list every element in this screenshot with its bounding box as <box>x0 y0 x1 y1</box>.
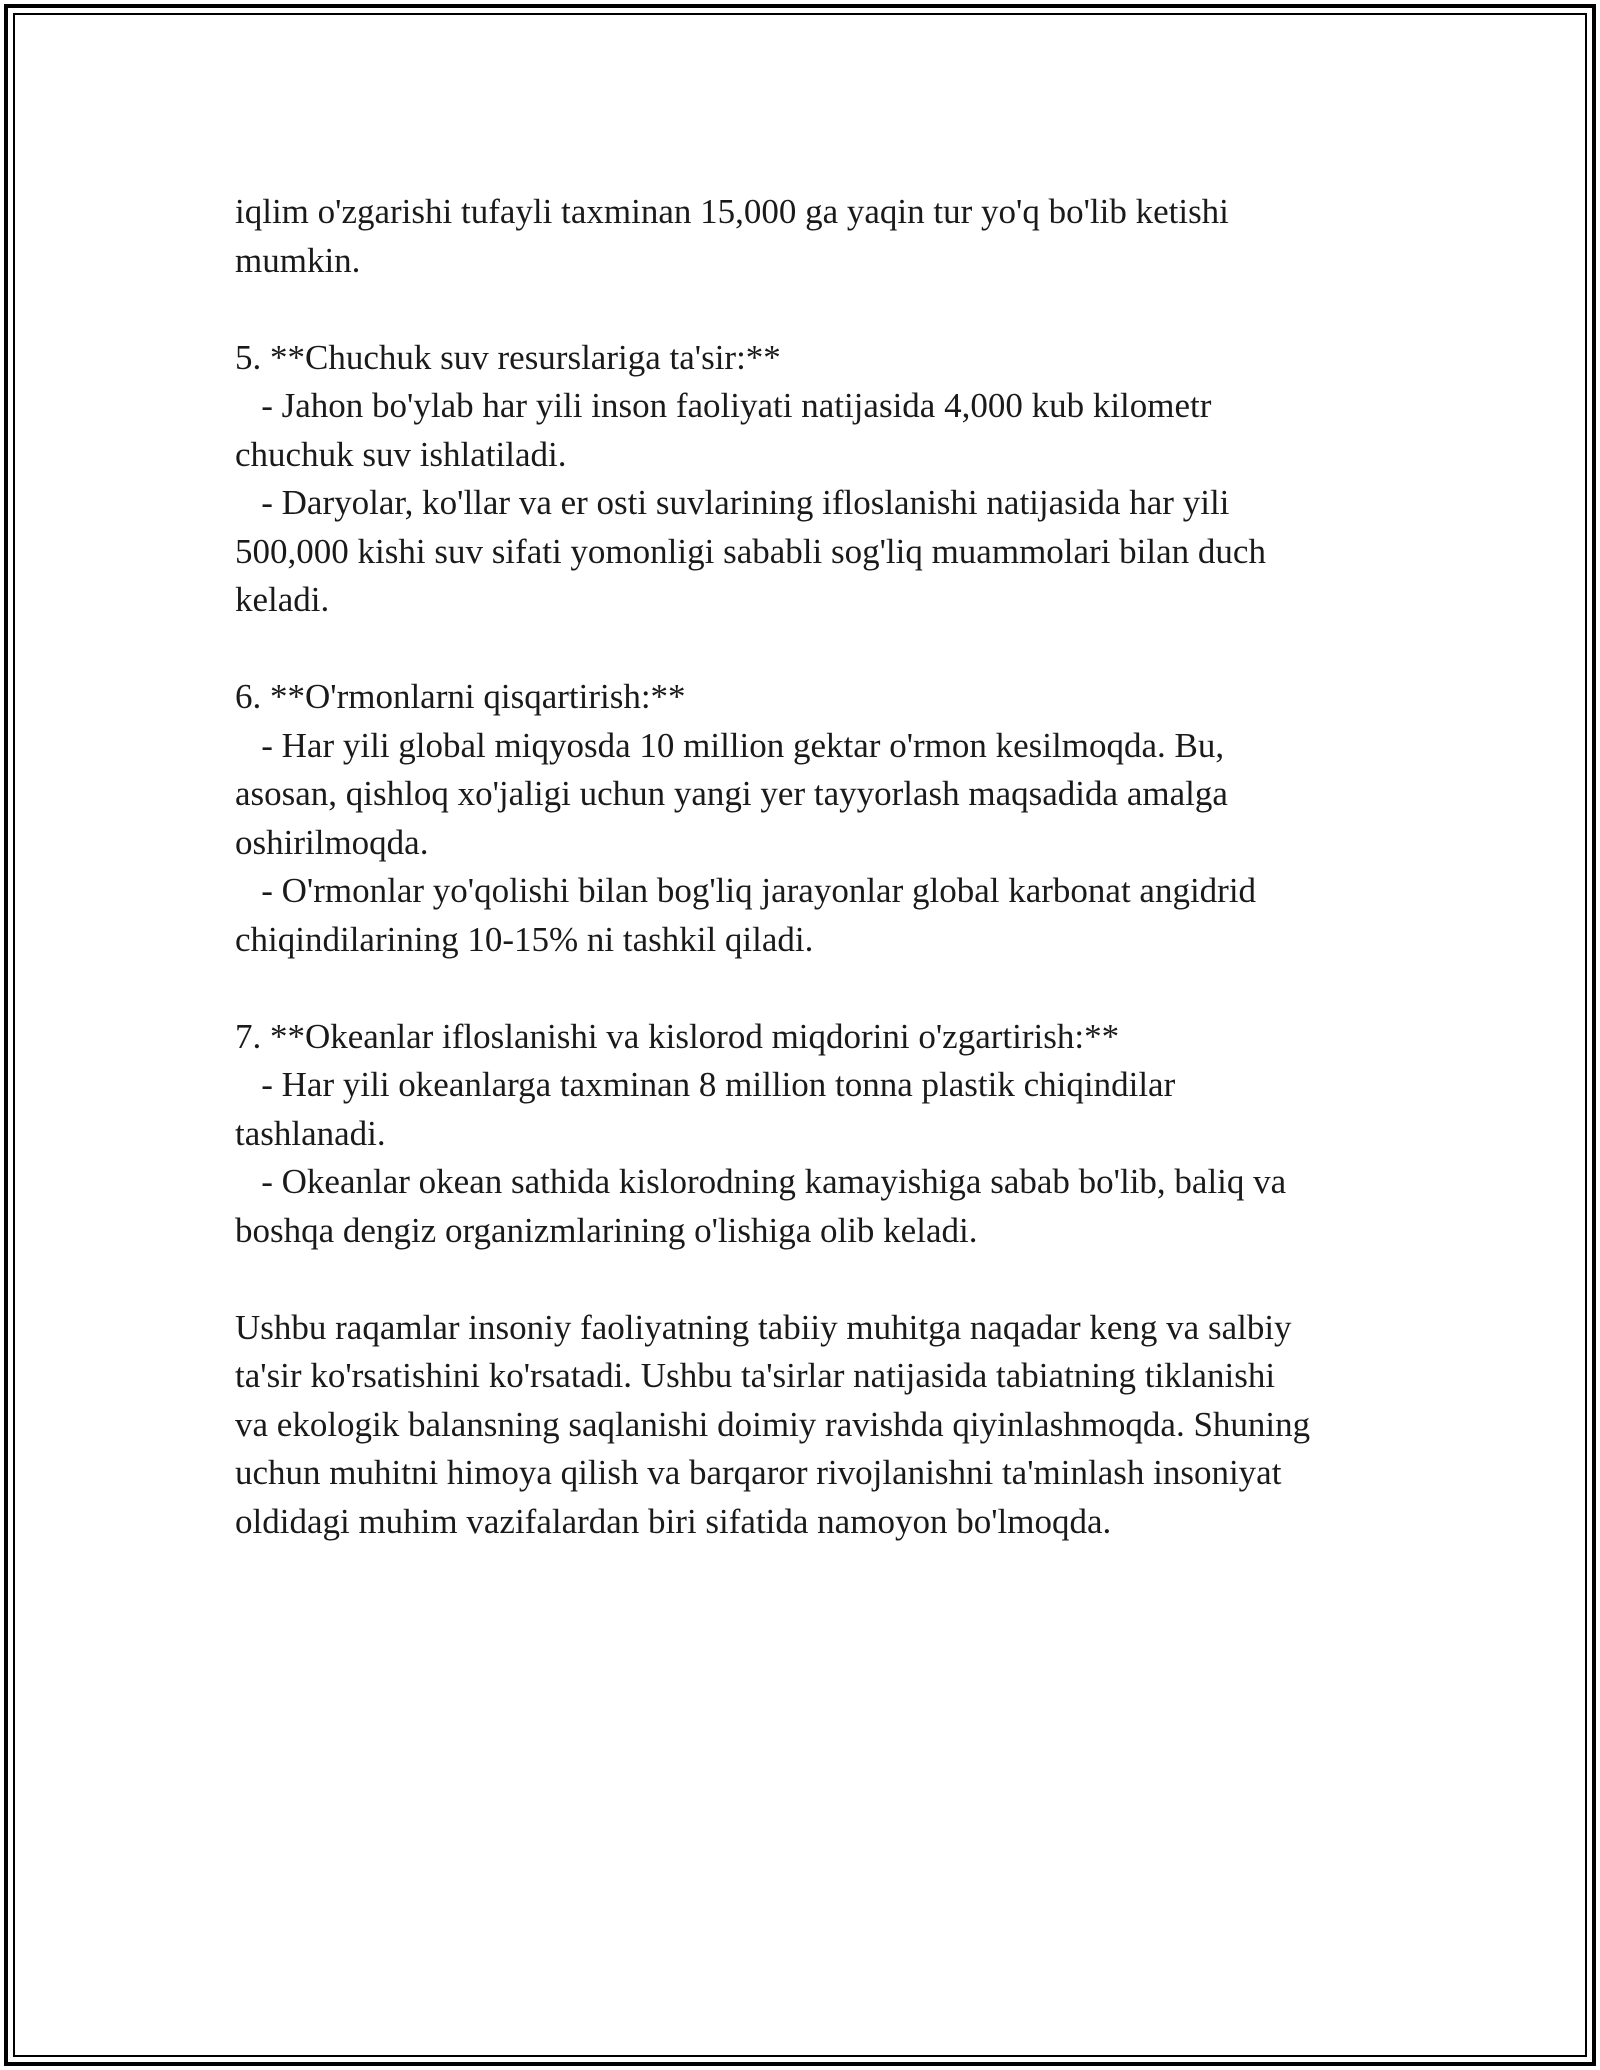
section-heading: 5. **Chuchuk suv resurslariga ta'sir:** <box>235 337 781 377</box>
list-item <box>235 1158 1415 1255</box>
list-item <box>235 722 1415 868</box>
text-line: - Daryolar, ko'llar va er osti suvlarining ifloslanishi natijasida har yili <box>235 483 1230 522</box>
document-body <box>235 188 1415 1546</box>
text-line: chuchuk suv ishlatiladi. <box>235 434 567 474</box>
list-item <box>235 1061 1415 1158</box>
list-item <box>235 479 1415 625</box>
section-6 <box>235 673 1415 964</box>
text-line: oldidagi muhim vazifalardan biri sifatida namoyon bo'lmoqda. <box>235 1501 1112 1541</box>
text-line: - Har yili global miqyosda 10 million gektar o'rmon kesilmoqda. Bu, <box>235 725 1225 765</box>
text-line: - Har yili okeanlarga taxminan 8 million tonna plastik chiqindilar <box>235 1065 1176 1104</box>
text-line: va ekologik balansning saqlanishi doimiy ravishda qiyinlashmoqda. Shuning <box>235 1404 1311 1444</box>
text-line: - Okeanlar okean sathida kislorodning kamayishiga sabab bo'lib, baliq va <box>235 1162 1287 1201</box>
text-line: - O'rmonlar yo'qolishi bilan bog'liq jarayonlar global karbonat angidrid <box>235 871 1257 910</box>
text-line: mumkin. <box>235 240 361 280</box>
list-item <box>235 867 1415 964</box>
paragraph-gap <box>235 964 1415 1013</box>
section-7 <box>235 1013 1415 1256</box>
text-line: oshirilmoqda. <box>235 822 429 862</box>
list-item <box>235 382 1415 479</box>
text-line: chiqindilarining 10-15% ni tashkil qiladi. <box>235 919 814 959</box>
text-line: Ushbu raqamlar insoniy faoliyatning tabiiy muhitga naqadar keng va salbiy <box>235 1307 1292 1347</box>
text-line: keladi. <box>235 580 330 619</box>
text-line: tashlanadi. <box>235 1113 386 1153</box>
text-line: - Jahon bo'ylab har yili inson faoliyati natijasida 4,000 kub kilometr <box>235 386 1212 425</box>
text-line: asosan, qishloq xo'jaligi uchun yangi yer tayyorlash maqsadida amalga <box>235 774 1228 813</box>
conclusion-paragraph <box>235 1304 1415 1547</box>
text-line: 500,000 kishi suv sifati yomonligi sababli sog'liq muammolari bilan duch <box>235 531 1266 571</box>
paragraph-gap <box>235 625 1415 674</box>
text-line: ta'sir ko'rsatishini ko'rsatadi. Ushbu ta'sirlar natijasida tabiatning tiklanishi <box>235 1356 1276 1395</box>
paragraph-gap <box>235 285 1415 334</box>
text-line: uchun muhitni himoya qilish va barqaror rivojlanishni ta'minlash insoniyat <box>235 1453 1282 1492</box>
section-5 <box>235 334 1415 625</box>
text-line: iqlim o'zgarishi tufayli taxminan 15,000 ga yaqin tur yo'q bo'lib ketishi <box>235 192 1229 231</box>
intro-paragraph <box>235 188 1415 285</box>
text-line: boshqa dengiz organizmlarining o'lishiga olib keladi. <box>235 1210 978 1250</box>
section-heading: 7. **Okeanlar ifloslanishi va kislorod miqdorini o'zgartirish:** <box>235 1016 1120 1056</box>
section-heading: 6. **O'rmonlarni qisqartirish:** <box>235 677 686 716</box>
paragraph-gap <box>235 1255 1415 1304</box>
